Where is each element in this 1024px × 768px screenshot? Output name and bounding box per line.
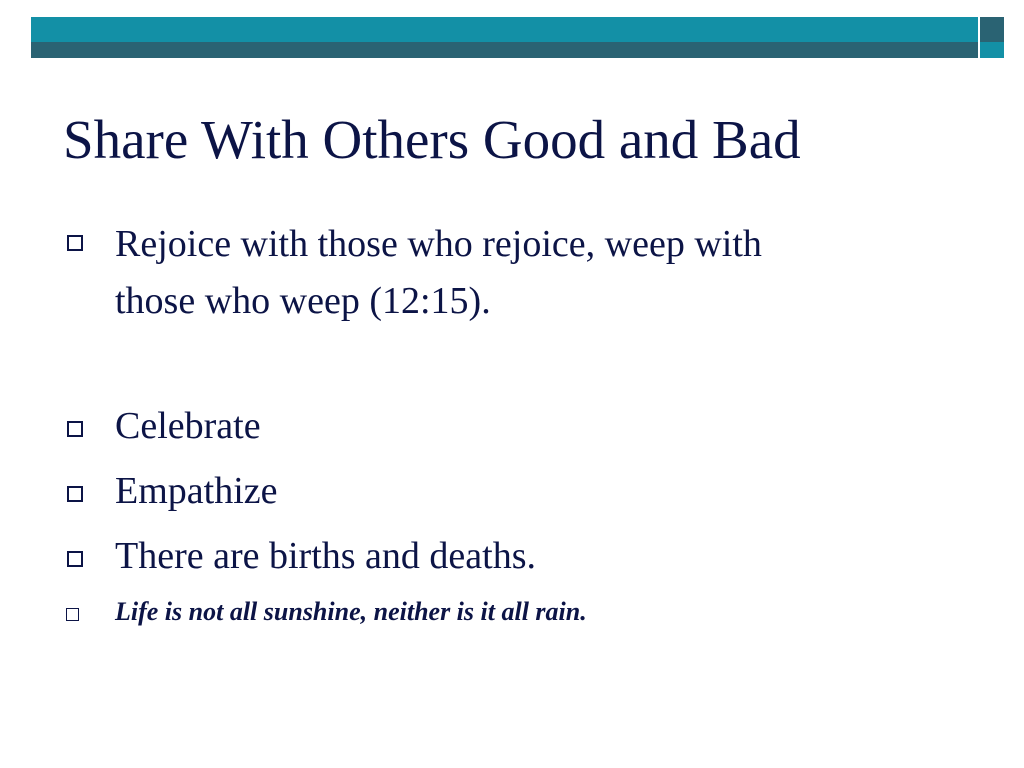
- bullet-text: There are births and deaths.: [115, 535, 536, 577]
- bullet-text-line: Rejoice with those who rejoice, weep with: [115, 223, 762, 265]
- hollow-square-bullet-icon: [67, 486, 83, 502]
- bullet-text-line: those who weep (12:15).: [115, 280, 491, 322]
- header-band-dark: [31, 42, 978, 58]
- hollow-square-bullet-icon: [67, 551, 83, 567]
- hollow-square-bullet-icon: [66, 608, 79, 621]
- header-corner-dark: [980, 17, 1004, 42]
- bullet-text: Celebrate: [115, 405, 261, 447]
- hollow-square-bullet-icon: [67, 235, 83, 251]
- bullet-text: [115, 216, 762, 330]
- bullet-text: Empathize: [115, 470, 278, 512]
- hollow-square-bullet-icon: [67, 421, 83, 437]
- slide-title: Share With Others Good and Bad: [63, 109, 801, 170]
- header-band-light: [31, 17, 978, 42]
- bullet-text-emphasis: Life is not all sunshine, neither is it all rain.: [115, 597, 587, 626]
- header-corner-light: [980, 42, 1004, 58]
